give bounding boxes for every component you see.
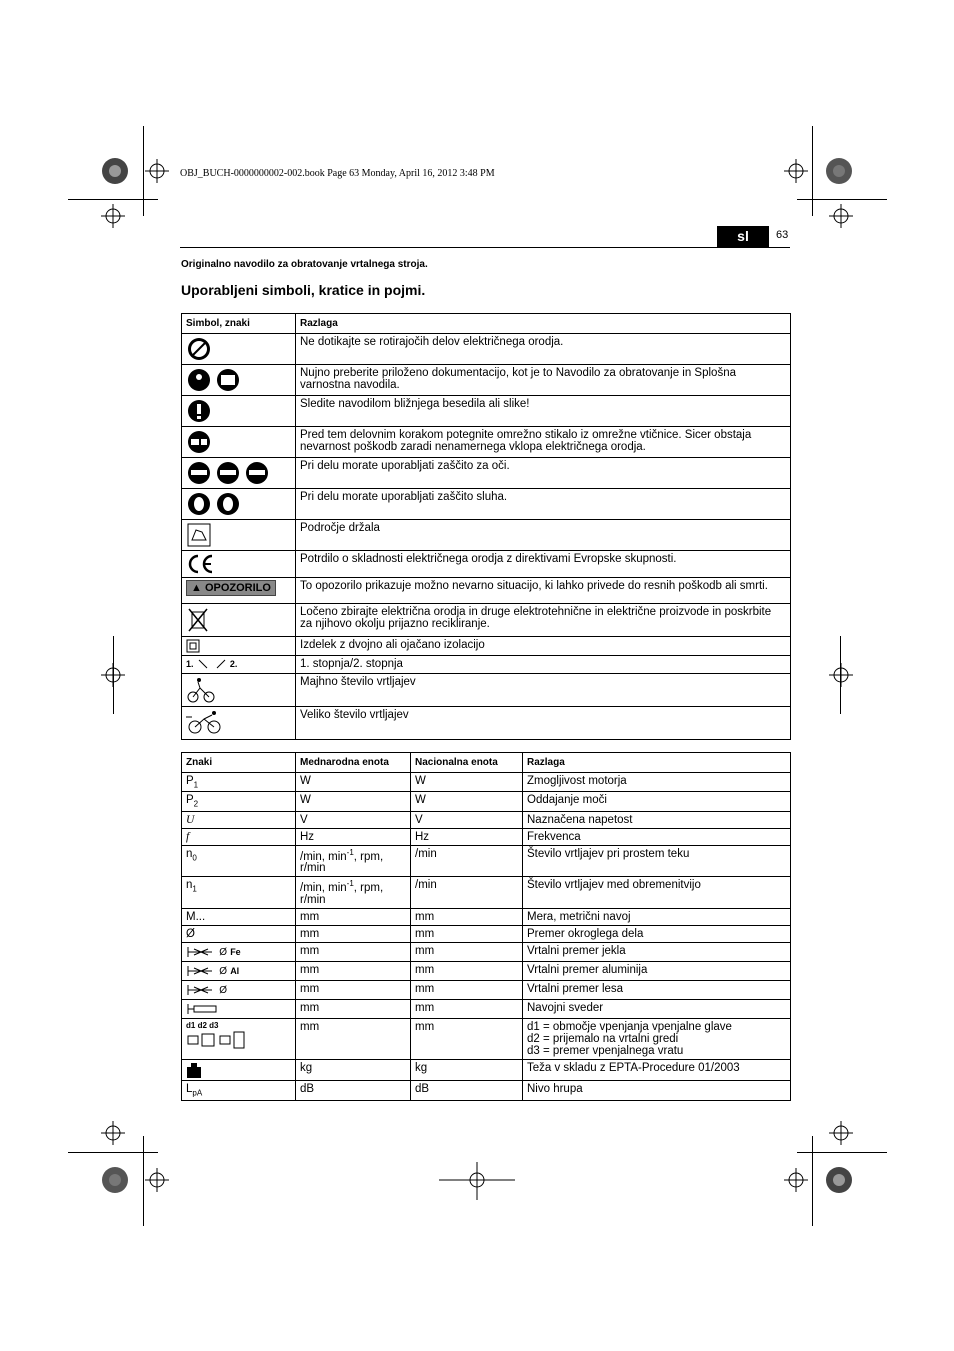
- file-info: OBJ_BUCH-0000000002-002.book Page 63 Monday, April 16, 2012 3:48 PM: [180, 168, 495, 179]
- crosshair-icon: [145, 1168, 169, 1192]
- column-header: Znaki: [182, 753, 296, 773]
- drill-aluminium-icon: Ø Al: [182, 962, 296, 981]
- column-header: Razlaga: [296, 314, 791, 334]
- explanation-cell: Mera, metrični navoj: [523, 909, 791, 926]
- language-tab: sl: [717, 226, 769, 247]
- intl-unit-cell: W: [296, 792, 411, 811]
- symbol-cell: $P_2$: [182, 792, 296, 811]
- table-row: [182, 877, 791, 909]
- intl-unit-cell: kg: [296, 1060, 411, 1081]
- intl-unit-cell: mm: [296, 1019, 411, 1060]
- tap-drill-icon: [182, 1000, 296, 1019]
- stage-icon: 1. 2.: [182, 656, 296, 674]
- table-row: [182, 604, 791, 637]
- nat-unit-cell: V: [411, 811, 523, 828]
- no-rotating-parts-icon: [186, 336, 212, 362]
- table-row: [182, 551, 791, 578]
- high-speed-icon: [186, 709, 222, 735]
- explanation-cell: Premer okroglega dela: [523, 926, 791, 943]
- table-row: [182, 1000, 791, 1019]
- nat-unit-cell: dB: [411, 1081, 523, 1100]
- intl-unit-cell: dB: [296, 1081, 411, 1100]
- intl-unit-cell: mm: [296, 926, 411, 943]
- warning-label-text: OPOZORILO: [204, 582, 271, 594]
- row-text: Področje držala: [296, 520, 791, 551]
- crosshair-icon: [829, 663, 853, 687]
- intl-unit-cell: mm: [296, 981, 411, 1000]
- registration-disc-icon: [826, 158, 852, 184]
- registration-disc-icon: [826, 1167, 852, 1193]
- intl-unit-cell: Hz: [296, 828, 411, 845]
- crosshair-icon: [829, 1121, 853, 1145]
- table-row: [182, 334, 791, 365]
- table-row: [182, 792, 791, 811]
- table-row: [182, 458, 791, 489]
- table-row: [182, 707, 791, 740]
- intl-unit-cell: /min, $\min^{-1}$, rpm, r/min: [296, 877, 411, 909]
- explanation-cell: Zmogljivost motorja: [523, 773, 791, 792]
- ce-mark-icon: [186, 553, 216, 575]
- explanation-cell: Vrtalni premer aluminija: [523, 962, 791, 981]
- table-row: [182, 520, 791, 551]
- crosshair-icon: [784, 1168, 808, 1192]
- crosshair-icon: [101, 663, 125, 687]
- section-title: Uporabljeni simboli, kratice in pojmi.: [181, 282, 426, 298]
- nat-unit-cell: /min: [411, 877, 523, 909]
- waste-bin-icon: [186, 606, 210, 634]
- explanation-cell: Število vrtljajev pri prostem teku: [523, 845, 791, 877]
- table-row: [182, 489, 791, 520]
- row-text: Pred tem delovnim korakom potegnite omrežno stikalo iz omrežne vtičnice. Sicer obstaja nevarnost poškodb zaradi nenamernega vklopa električnega orodja.: [296, 427, 791, 458]
- column-header: Nacionalna enota: [411, 753, 523, 773]
- column-header: Simbol, znaki: [182, 314, 296, 334]
- intl-unit-cell: W: [296, 773, 411, 792]
- explanation-cell: Naznačena napetost: [523, 811, 791, 828]
- low-speed-icon: [186, 676, 216, 704]
- unplug-icon: [186, 429, 212, 455]
- table-row: [182, 981, 791, 1000]
- crosshair-icon: [101, 1121, 125, 1145]
- table-row: [182, 845, 791, 877]
- explanation-cell: d1 = območje vpenjanja vpenjalne glave d2 = prijemalo na vrtalni gredi d3 = premer vpenjalnega vratu: [523, 1019, 791, 1060]
- intl-unit-cell: mm: [296, 1000, 411, 1019]
- table-row: [182, 674, 791, 707]
- table-row: [182, 926, 791, 943]
- nat-unit-cell: /min: [411, 845, 523, 877]
- explanation-cell: Oddajanje moči: [523, 792, 791, 811]
- table-row: [182, 656, 791, 674]
- eye-protection-icon: [186, 460, 270, 486]
- nat-unit-cell: kg: [411, 1060, 523, 1081]
- intl-unit-cell: /min, $\min^{-1}$, rpm, r/min: [296, 845, 411, 877]
- column-header: Razlaga: [523, 753, 791, 773]
- registration-disc-icon: [102, 1167, 128, 1193]
- crosshair-icon: [784, 159, 808, 183]
- table-row: [182, 1081, 791, 1100]
- symbol-cell: Ø: [182, 926, 296, 943]
- row-text: Izdelek z dvojno ali ojačano izolacijo: [296, 637, 791, 656]
- table-row: [182, 578, 791, 604]
- row-text: Pri delu morate uporabljati zaščito za oči.: [296, 458, 791, 489]
- symbol-cell: U: [182, 811, 296, 828]
- table-row: [182, 365, 791, 396]
- symbols-table: [181, 313, 791, 740]
- registration-disc-icon: [102, 158, 128, 184]
- document-subtitle: Originalno navodilo za obratovanje vrtalnega stroja.: [181, 259, 428, 270]
- row-text: Pri delu morate uporabljati zaščito sluha.: [296, 489, 791, 520]
- explanation-cell: Frekvenca: [523, 828, 791, 845]
- table-row: [182, 1019, 791, 1060]
- intl-unit-cell: mm: [296, 962, 411, 981]
- table-row: [182, 1060, 791, 1081]
- explanation-cell: Vrtalni premer lesa: [523, 981, 791, 1000]
- nat-unit-cell: mm: [411, 943, 523, 962]
- symbol-cell: $P_1$: [182, 773, 296, 792]
- drill-steel-icon: Ø Fe: [182, 943, 296, 962]
- chuck-dimensions-icon: d1 d2 d3: [182, 1019, 296, 1060]
- nat-unit-cell: W: [411, 773, 523, 792]
- units-table: [181, 752, 791, 1101]
- table-header-row: [182, 753, 791, 773]
- nat-unit-cell: mm: [411, 1019, 523, 1060]
- page-number: 63: [776, 229, 789, 241]
- table-row: [182, 962, 791, 981]
- row-text: Nujno preberite priloženo dokumentacijo, kot je to Navodilo za obratovanje in Splošna varnostna navodila.: [296, 365, 791, 396]
- crosshair-icon: [101, 204, 125, 228]
- drill-wood-icon: Ø: [182, 981, 296, 1000]
- read-manual-icon: [186, 367, 242, 393]
- weight-icon: [182, 1060, 296, 1081]
- table-row: [182, 811, 791, 828]
- nat-unit-cell: mm: [411, 962, 523, 981]
- symbol-cell: $L_{pA}$: [182, 1081, 296, 1100]
- explanation-cell: Navojni sveder: [523, 1000, 791, 1019]
- ear-protection-icon: [186, 491, 242, 517]
- intl-unit-cell: mm: [296, 943, 411, 962]
- nat-unit-cell: W: [411, 792, 523, 811]
- nat-unit-cell: Hz: [411, 828, 523, 845]
- table-row: [182, 909, 791, 926]
- table-row: [182, 427, 791, 458]
- nat-unit-cell: mm: [411, 909, 523, 926]
- explanation-cell: Nivo hrupa: [523, 1081, 791, 1100]
- header-rule: [180, 247, 790, 248]
- symbol-cell: f: [182, 828, 296, 845]
- symbol-cell: $n_0$: [182, 845, 296, 877]
- table-row: [182, 396, 791, 427]
- nat-unit-cell: mm: [411, 926, 523, 943]
- table-row: [182, 637, 791, 656]
- row-text: Sledite navodilom bližnjega besedila ali slike!: [296, 396, 791, 427]
- symbol-cell: $n_1$: [182, 877, 296, 909]
- double-insulation-icon: [186, 639, 200, 653]
- row-text: Ne dotikajte se rotirajočih delov električnega orodja.: [296, 334, 791, 365]
- table-row: [182, 943, 791, 962]
- explanation-cell: Vrtalni premer jekla: [523, 943, 791, 962]
- explanation-cell: Število vrtljajev med obremenitvijo: [523, 877, 791, 909]
- row-text: Veliko število vrtljajev: [296, 707, 791, 740]
- row-text: Potrdilo o skladnosti električnega orodja z direktivami Evropske skupnosti.: [296, 551, 791, 578]
- row-text: Majhno število vrtljajev: [296, 674, 791, 707]
- grip-area-icon: [186, 522, 212, 548]
- nat-unit-cell: mm: [411, 981, 523, 1000]
- table-header-row: [182, 314, 791, 334]
- table-row: [182, 828, 791, 845]
- exclamation-icon: [186, 398, 212, 424]
- symbol-cell: M...: [182, 909, 296, 926]
- explanation-cell: Teža v skladu z EPTA-Procedure 01/2003: [523, 1060, 791, 1081]
- row-text: Ločeno zbirajte električna orodja in druge elektrotehnične in električne proizvode in poskrbite za njihovo okolju prijazno recikliranje.: [296, 604, 791, 637]
- table-row: [182, 773, 791, 792]
- intl-unit-cell: V: [296, 811, 411, 828]
- row-text: To opozorilo prikazuje možno nevarno situacijo, ki lahko privede do resnih poškodb ali smrti.: [296, 578, 791, 604]
- warning-label-icon: ▲ OPOZORILO: [186, 580, 276, 596]
- intl-unit-cell: mm: [296, 909, 411, 926]
- column-header: Mednarodna enota: [296, 753, 411, 773]
- crosshair-icon: [829, 204, 853, 228]
- nat-unit-cell: mm: [411, 1000, 523, 1019]
- crosshair-icon: [145, 159, 169, 183]
- row-text: 1. stopnja/2. stopnja: [296, 656, 791, 674]
